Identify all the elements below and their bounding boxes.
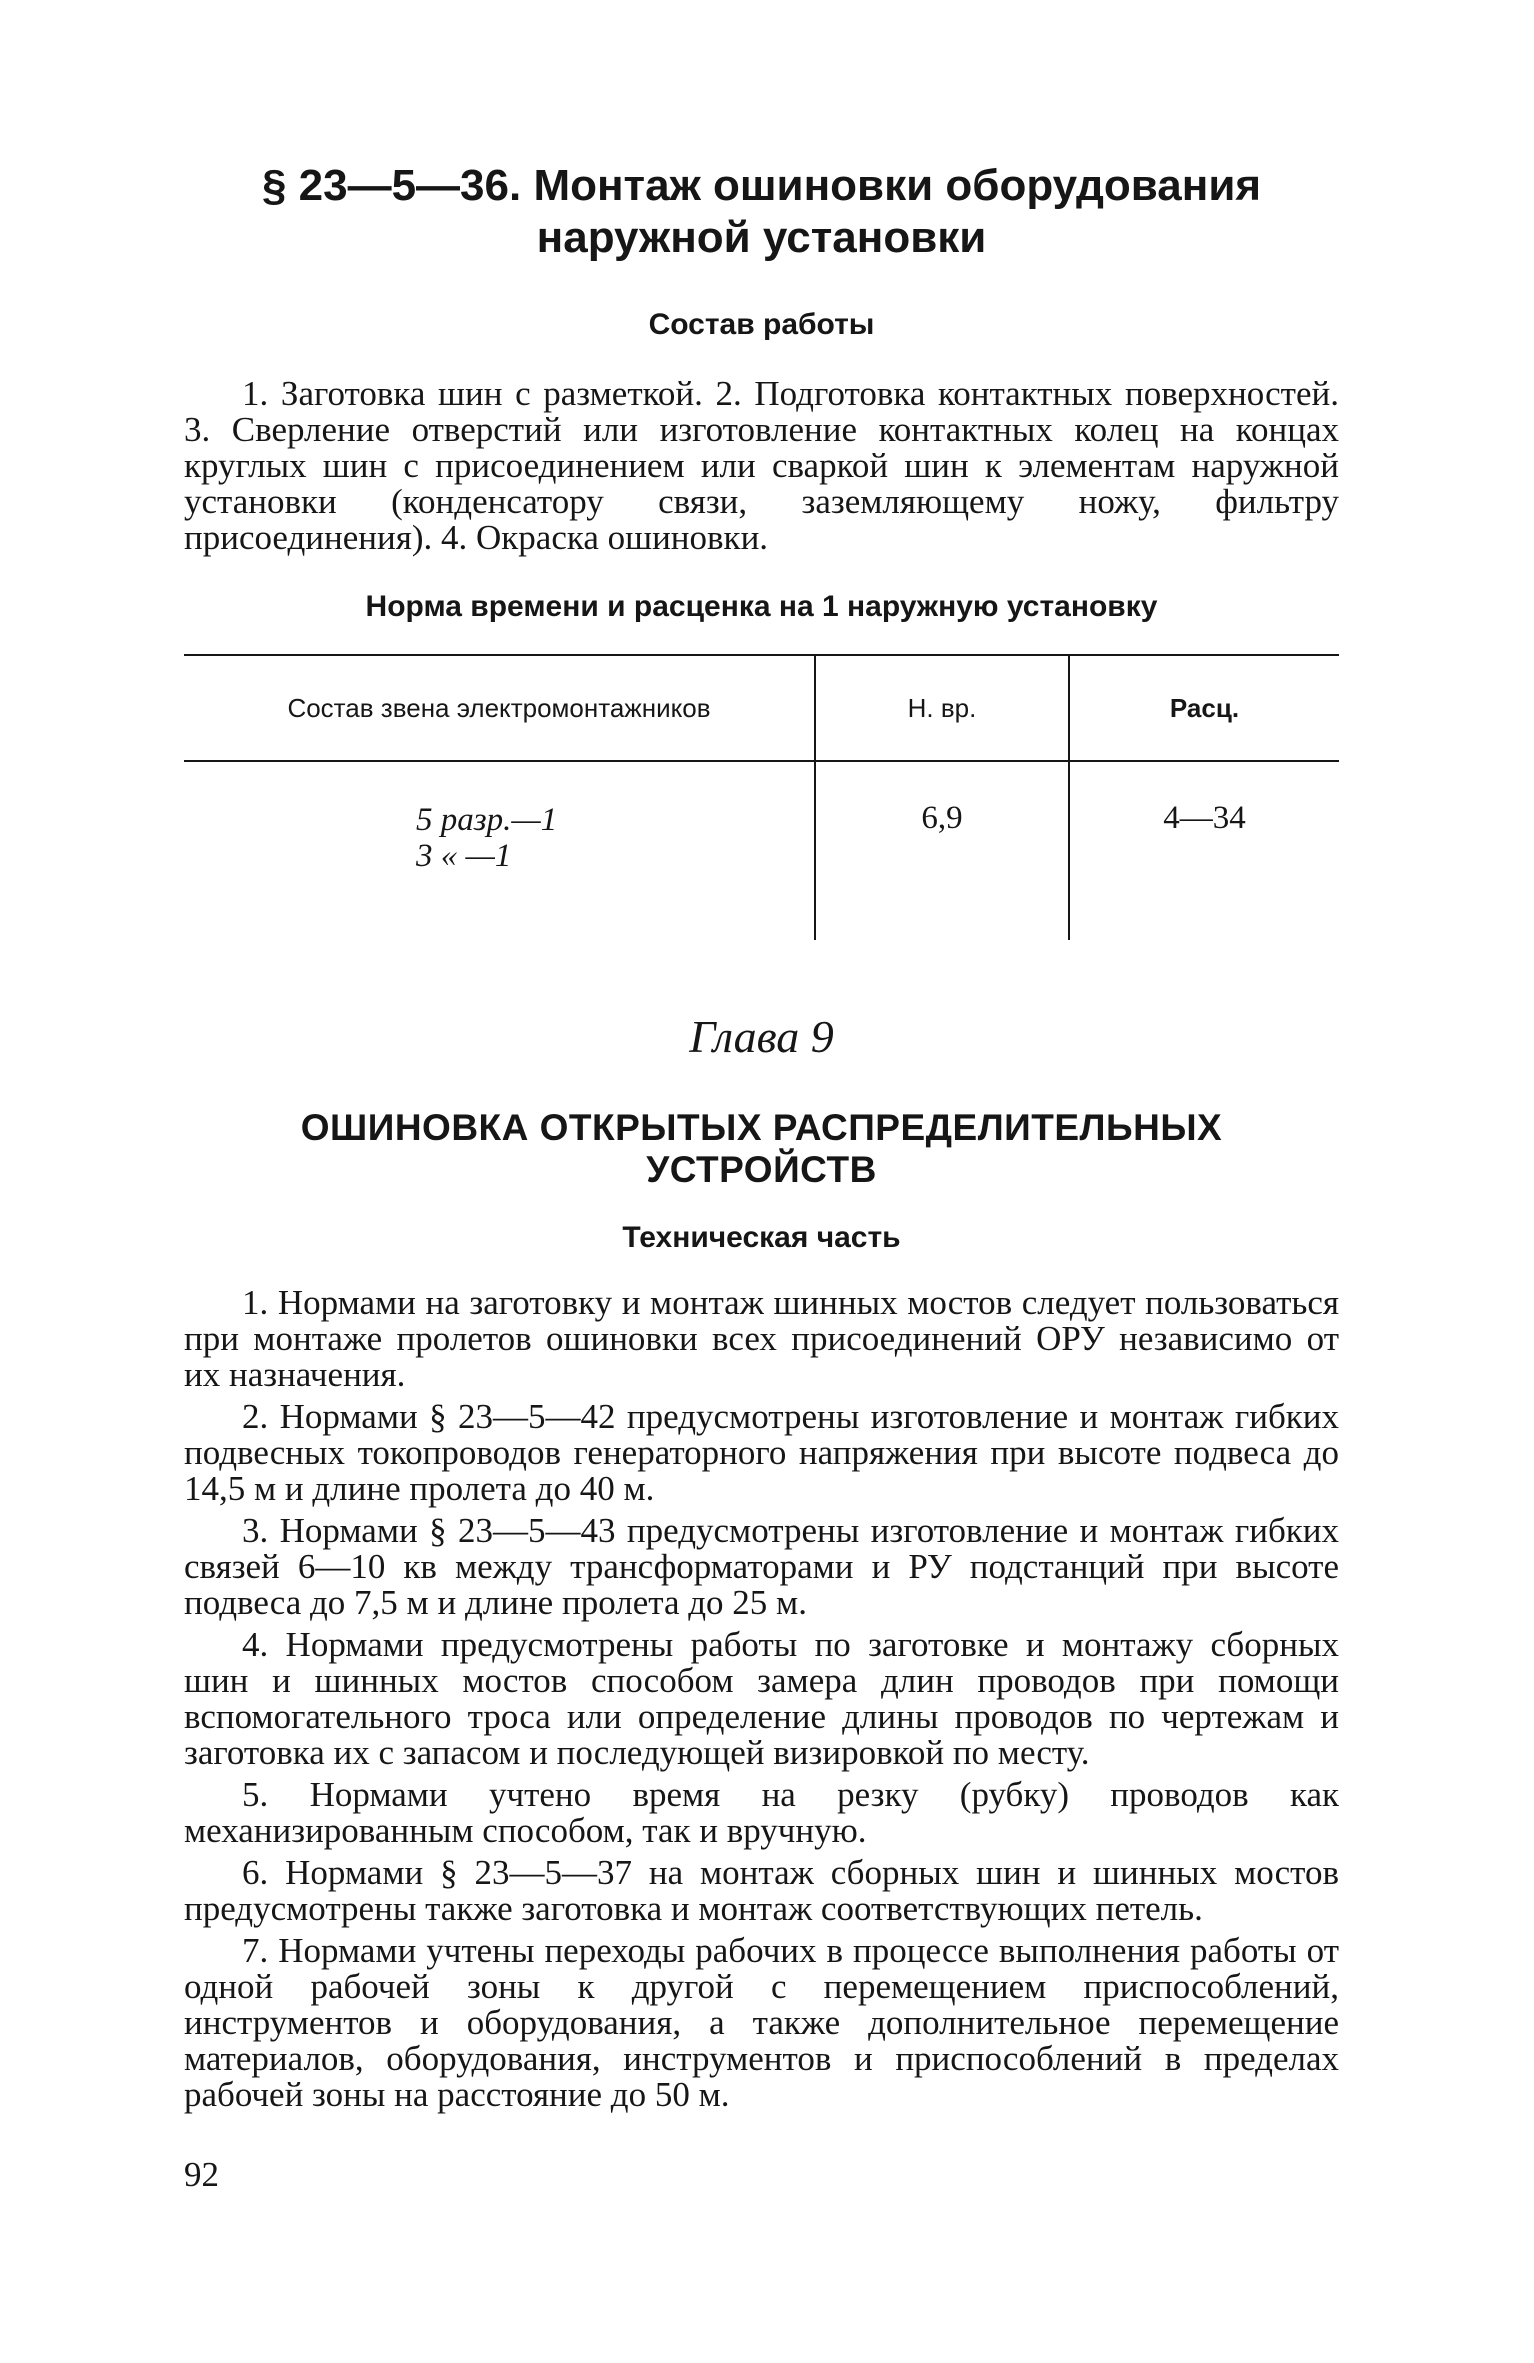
list-item: 3. Нормами § 23—5—43 предусмотрены изготовление и монтаж гибких связей 6—10 кв между трансформаторами и РУ подстанций при высоте подвеса до 7,5 м и длине пролета до 25 м. (184, 1511, 1339, 1622)
technical-items (184, 1285, 1339, 2113)
section-title-line2: наружной установки (536, 213, 987, 262)
cell-rate: 4—34 (1163, 800, 1246, 836)
list-item: 4. Нормами предусмотрены работы по заготовке и монтажу сборных шин и шинных мостов способом замера длин проводов при помощи вспомогательного троса или определение длины проводов по чертежам и заготовка их с запасом и последующей визировкой по месту. (184, 1625, 1339, 1772)
norm-table-wrapper (184, 654, 1339, 940)
work-composition-text: 1. Заготовка шин с разметкой. 2. Подготовка контактных поверхностей. 3. Сверление отверстий или изготовление контактных колец на концах круглых шин с присоединением или сваркой шин к элементам наружной установки (конденсатору связи, заземляющему ножу, фильтру присоединения). 4. Окраска ошиновки. (184, 374, 1339, 557)
header-crew: Состав звена электромонтажников (287, 692, 711, 723)
header-rate: Расц. (1169, 692, 1240, 723)
work-composition-heading: Состав работы (648, 308, 875, 341)
chapter-label: Глава 9 (689, 1011, 834, 1062)
list-item: 1. Нормами на заготовку и монтаж шинных мостов следует пользоваться при монтаже пролетов ошиновки всех присоединений ОРУ независимо от их назначения. (184, 1283, 1339, 1394)
table-header-row (184, 656, 1339, 761)
norm-heading: Норма времени и расценка на 1 наружную установку (365, 590, 1158, 623)
technical-part-heading: Техническая часть (622, 1221, 901, 1254)
header-time: Н. вр. (815, 656, 1069, 761)
list-item: 6. Нормами § 23—5—37 на монтаж сборных шин и шинных мостов предусмотрены также заготовка и монтаж соответствующих петель. (184, 1853, 1339, 1928)
list-item: 5. Нормами учтено время на резку (рубку) проводов как механизированным способом, так и вручную. (184, 1775, 1339, 1850)
norm-table (184, 656, 1339, 940)
page-number: 92 (184, 2155, 219, 2194)
table-row (184, 762, 1339, 940)
page (184, 160, 1339, 2194)
list-item: 7. Нормами учтены переходы рабочих в процессе выполнения работы от одной рабочей зоны к другой с перемещением приспособлений, инструментов и оборудования, а также дополнительное перемещение материалов, оборудования, инструментов и приспособлений в пределах рабочей зоны на расстояние до 50 м. (184, 1931, 1339, 2114)
crew-line-2: 3 « —1 (416, 838, 512, 874)
list-item: 2. Нормами § 23—5—42 предусмотрены изготовление и монтаж гибких подвесных токопроводов генераторного напряжения при высоте подвеса до 14,5 м и длине пролета до 40 м. (184, 1397, 1339, 1508)
cell-crew (184, 762, 815, 940)
chapter-title: ОШИНОВКА ОТКРЫТЫХ РАСПРЕДЕЛИТЕЛЬНЫХ УСТРОЙСТВ (300, 1107, 1223, 1190)
cell-time: 6,9 (815, 762, 1069, 940)
section-title-line1: § 23—5—36. Монтаж ошиновки оборудования (261, 161, 1262, 210)
crew-line-1: 5 разр.—1 (416, 802, 558, 838)
